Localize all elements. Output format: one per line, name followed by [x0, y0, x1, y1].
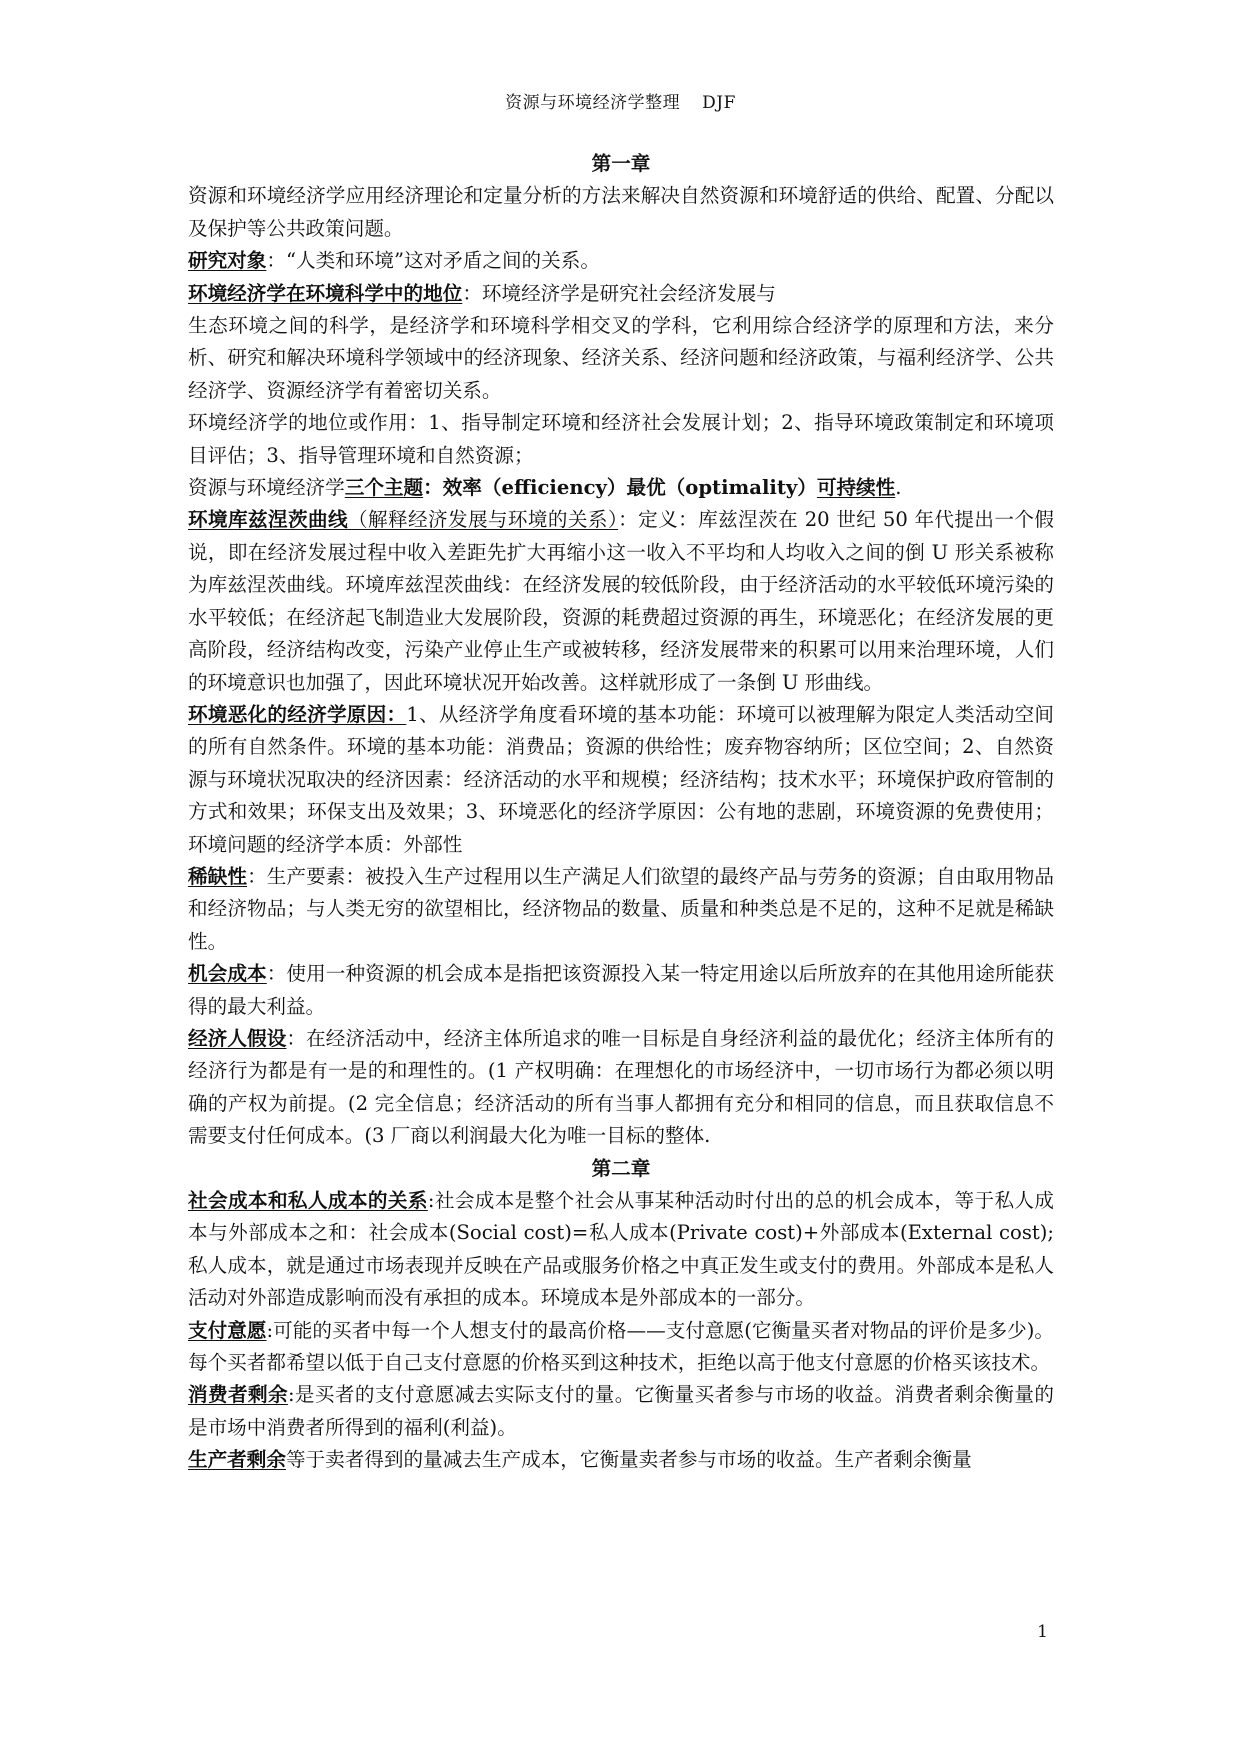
header-title: 资源与环境经济学整理	[505, 93, 681, 113]
document-body	[188, 148, 1054, 1477]
chapter-heading-1: 第一章	[591, 152, 651, 175]
consumer-surplus-paragraph	[188, 1379, 1054, 1444]
social-cost-paragraph	[188, 1185, 1054, 1315]
wtp-paragraph	[188, 1315, 1054, 1380]
term-opportunity-cost: 机会成本	[188, 962, 267, 986]
page-header	[0, 88, 1241, 113]
economic-man-paragraph	[188, 1023, 1054, 1153]
status-paragraph	[188, 278, 1054, 310]
term-research-object: 研究对象	[188, 249, 267, 273]
consumer-surplus-text: :是买者的支付意愿减去实际支付的量。它衡量买者参与市场的收益。消费者剩余衡量的是市场中消费者所得到的福利(利益)。	[188, 1383, 1054, 1439]
intro-paragraph: 资源和环境经济学应用经济理论和定量分析的方法来解决自然资源和环境舒适的供给、配置、分配以及保护等公共政策问题。	[188, 184, 1054, 240]
research-object-text: ：“人类和环境”这对矛盾之间的关系。	[266, 249, 600, 273]
term-economic-man: 经济人假设	[188, 1026, 287, 1050]
status-text: ：环境经济学是研究社会经济发展与	[462, 281, 776, 305]
term-producer-surplus: 生产者剩余	[188, 1448, 286, 1472]
term-deterioration: 环境恶化的经济学原因：	[188, 702, 407, 726]
term-status: 环境经济学在环境科学中的地位	[188, 281, 463, 305]
themes-prefix: 资源与环境经济学	[188, 476, 345, 500]
term-wtp: 支付意愿	[188, 1318, 267, 1342]
term-themes: 三个主题	[344, 476, 424, 500]
wtp-text: :可能的买者中每一个人想支付的最高价格——支付意愿(它衡量买者对物品的评价是多少)。每个买者都希望以低于自己支付意愿的价格买到这种技术，拒绝以高于他支付意愿的价格买该技术。	[188, 1318, 1055, 1375]
opportunity-cost-paragraph	[188, 958, 1054, 1023]
term-sustainability: 可持续性	[816, 476, 896, 500]
role-paragraph: 环境经济学的地位或作用：1、指导制定环境和经济社会发展计划；2、指导环境政策制定和环境项目评估；3、指导管理环境和自然资源；	[188, 411, 1054, 467]
opportunity-cost-text: ：使用一种资源的机会成本是指把该资源投入某一特定用途以后所放弃的在其他用途所能获得的最大利益。	[188, 962, 1055, 1018]
deterioration-text: 1、从经济学角度看环境的基本功能：环境可以被理解为限定人类活动空间的所有自然条件。环境的基本功能：消费品；资源的供给性；废弃物容纳所；区位空间；2、自然资源与环境状况取决的经济因素：经济活动的水平和规模；经济结构；技术水平；环境保护政府管制的方式和效果；环保支出及效果；3、环境恶化的经济学原因：公有地的悲剧，环境资源的免费使用；环境问题的经济学本质：外部性	[188, 702, 1055, 856]
term-consumer-surplus: 消费者剩余	[188, 1383, 288, 1407]
social-cost-text: :社会成本是整个社会从事某种活动时付出的总的机会成本，等于私人成本与外部成本之和：社会成本(Social cost)=私人成本(Private cost)+外部成本(External cost);私人成本，就是通过市场表现并反映在产品或服务价格之中真正发生或支付的费用。外部成本是私人活动对外部造成影响而没有承担的成本。环境成本是外部成本的一部分。	[188, 1189, 1055, 1310]
term-kuznets: 环境库兹涅茨曲线	[188, 508, 348, 532]
status-paragraph-continued: 生态环境之间的科学，是经济学和环境科学相交叉的学科，它利用综合经济学的原理和方法，来分析、研究和解决环境科学领域中的经济现象、经济关系、经济问题和经济政策，与福利经济学、公共经济学、资源经济学有着密切关系。	[188, 314, 1054, 402]
scarcity-text: ：生产要素：被投入生产过程用以生产满足人们欲望的最终产品与劳务的资源；自由取用物品和经济物品；与人类无穷的欲望相比，经济物品的数量、质量和种类总是不足的，这种不足就是稀缺性。	[188, 864, 1055, 953]
kuznets-text: ：定义：库兹涅茨在 20 世纪 50 年代提出一个假说，即在经济发展过程中收入差距先扩大再缩小这一收入不平均和人均收入之间的倒 U 形关系被称为库兹涅茨曲线。环境库兹涅茨曲线：在经济发展的较低阶段，由于经济活动的水平较低环境污染的水平较低；在经济起飞制造业大发展阶段，资源的耗费超过资源的再生，环境恶化；在经济发展的更高阶段，经济结构改变，污染产业停止生产或被转移，经济发展带来的积累可以用来治理环境，人们的环境意识也加强了，因此环境状况开始改善。这样就形成了一条倒 U 形曲线。	[188, 508, 1055, 694]
themes-bold-text: ：效率（efficiency）最优（optimality）	[423, 476, 817, 500]
research-object-paragraph	[188, 245, 1054, 277]
themes-paragraph	[188, 472, 1054, 504]
producer-surplus-paragraph	[188, 1444, 1054, 1476]
chapter-heading-2: 第二章	[591, 1156, 651, 1180]
term-scarcity: 稀缺性	[188, 864, 248, 888]
themes-suffix: .	[895, 476, 902, 500]
header-author: DJF	[702, 93, 736, 113]
page-number: 1	[1037, 1622, 1048, 1642]
producer-surplus-text: 等于卖者得到的量减去生产成本，它衡量卖者参与市场的收益。生产者剩余衡量	[285, 1448, 972, 1472]
kuznets-paragraph	[188, 504, 1054, 698]
kuznets-paren: （解释经济发展与环境的关系）	[347, 508, 619, 532]
economic-man-text: ：在经济活动中，经济主体所追求的唯一目标是自身经济利益的最优化；经济主体所有的经济行为都是有一是的和理性的。(1 产权明确：在理想化的市场经济中，一切市场行为都必须以明确的产权为前提。(2 完全信息；经济活动的所有当事人都拥有充分和相同的信息，而且获取信息不需要支付任何成本。(3 厂商以利润最大化为唯一目标的整体.	[188, 1026, 1055, 1148]
deterioration-paragraph	[188, 699, 1054, 861]
term-social-cost: 社会成本和私人成本的关系	[188, 1189, 428, 1212]
scarcity-paragraph	[188, 861, 1054, 958]
